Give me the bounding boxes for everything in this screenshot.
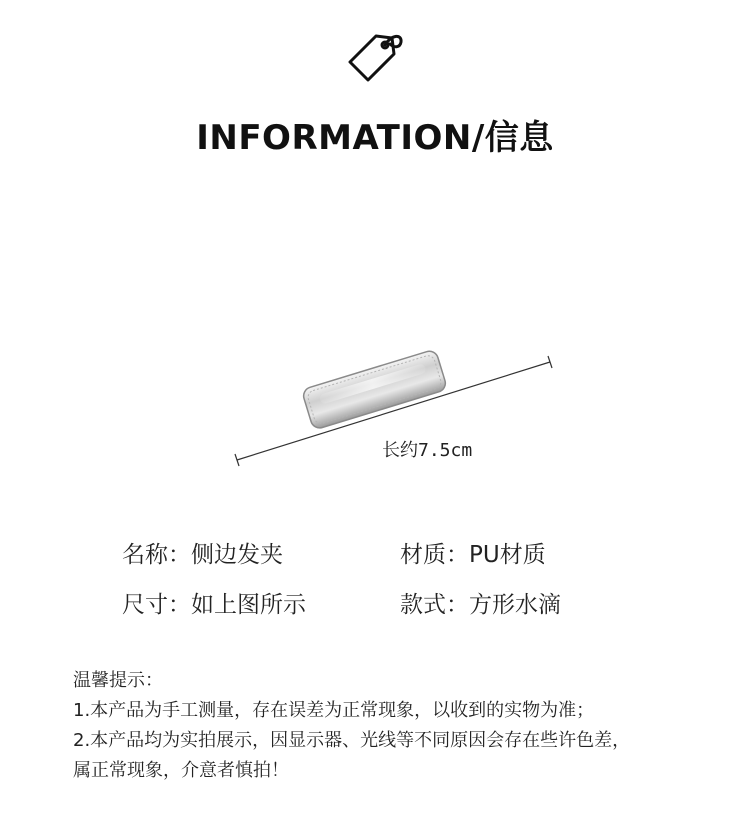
spec-material: 材质：PU材质 [400,542,546,568]
page-title: INFORMATION/信息 [196,118,554,158]
notes-line-2: 2.本产品均为实拍展示，因显示器、光线等不同原因会存在些许色差， [73,730,631,751]
price-tag-icon [346,28,406,88]
spec-style: 款式：方形水滴 [400,592,561,618]
spec-name: 名称：侧边发夹 [122,542,283,568]
spec-table [122,536,682,636]
notes-line-1: 1.本产品为手工测量，存在误差为正常现象，以收到的实物为准； [73,700,595,721]
notes-heading: 温馨提示： [73,670,163,691]
spec-size: 尺寸：如上图所示 [122,592,306,618]
spec-row [122,536,682,586]
notes [73,666,723,786]
length-label: 长约7.5cm [382,440,473,461]
notes-line-3: 属正常现象，介意者慎拍！ [73,760,289,781]
spec-row [122,586,682,636]
